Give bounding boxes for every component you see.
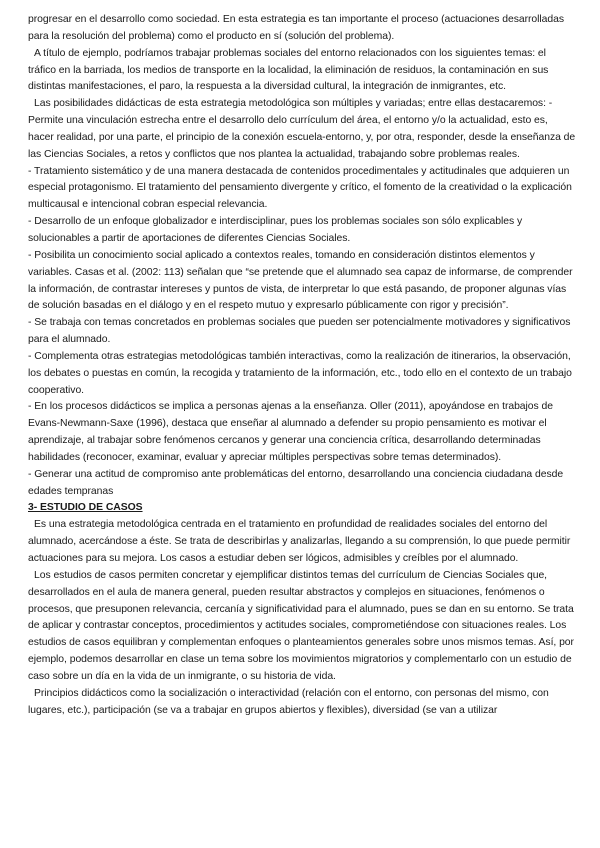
bullet-commitment-attitude: - Generar una actitud de compromiso ante problemáticas del entorno, desarrollando una conciencia ciudadana desde edades tempranas (28, 468, 564, 497)
bullet-systematic-treatment: - Tratamiento sistemático y de una manera destacada de contenidos procedimentales y actitudinales que adquieren un especial protagonismo. El tratamiento del pensamiento divergente y crítico, el fomento de la creatividad o la explicación multicausal e intencional cobran especial relevancia. (28, 165, 572, 211)
bullet-global-approach: - Desarrollo de un enfoque globalizador e interdisciplinar, pues los problemas sociales son sólo explicables y solucionables a partir de aportaciones de diferentes Ciencias Sociales. (28, 216, 523, 244)
paragraph-didactic-possibilities: Las posibilidades didácticas de esta estrategia metodológica son múltiples y variadas; entre ellas destacaremos: - Permite una vinculación estrecha entre el desarrollo delo currículum del área, el entorno y/o la actualidad, esto es, hacer realidad, por una parte, el principio de la conexión escuela-entorno, y, por otra, responder, desde la enseñanza de las Ciencias Sociales, a retos y conflictos que nos plantea la actualidad, trabajando sobre problemas reales. (28, 98, 576, 160)
section-heading: 3- ESTUDIO DE CASOS (28, 502, 143, 514)
paragraph-example-topics: A título de ejemplo, podríamos trabajar problemas sociales del entorno relacionados con los siguientes temas: el tráfico en la barriada, los medios de transporte en la localidad, la eliminación de residuos, la contaminación en sus distintas manifestaciones, el paro, la respuesta a la diversidad cultural, la integración de inmigrantes, etc. (28, 47, 549, 93)
paragraph-didactic-principles: Principios didácticos como la socialización o interactividad (relación con el entorno, con personas del mismo, con lugares, etc.), participación (se va a trabajar en grupos abiertos y flexibles), diversidad (se van a utilizar (28, 687, 549, 716)
bullet-complements-strategies: - Complementa otras estrategias metodológicas también interactivas, como la realización de itinerarios, la observación, los debates o puestas en común, la recogida y tratamiento de la información, etc., todo ello en el contexto de un trabajo cooperativo. (28, 350, 572, 396)
bullet-external-people: - En los procesos didácticos se implica a personas ajenas a la enseñanza. Oller (2011), apoyándose en trabajos de Evans-Newmann-Saxe (1996), destaca que enseñar al alumnado a defender su propio pensamiento es motivar el aprendizaje, al trabajar sobre fenómenos cercanos y generar una conciencia crítica, desarrollando determinadas habilidades (reconocer, examinar, evaluar y apreciar múltiples perspectivas sobre temas determinados). (28, 401, 553, 463)
bullet-concrete-topics: - Se trabaja con temas concretados en problemas sociales que pueden ser potencialmente motivadores y significativos para el alumnado. (28, 317, 571, 346)
document-page (28, 12, 576, 719)
paragraph-case-study-definition: Es una estrategia metodológica centrada en el tratamiento en profundidad de realidades sociales del entorno del alumnado, acercándose a éste. Se trata de describirlas y analizarlas, llegando a su comprensión, lo que puede permitir actuaciones para su mejora. Los casos a estudiar deben ser lógicos, admisibles y creíbles por el alumnado. (28, 519, 571, 564)
paragraph-case-study-benefits: Los estudios de casos permiten concretar y ejemplificar distintos temas del currículum de Ciencias Sociales que, desarrollados en el aula de manera general, pueden resultar abstractos y complejos en situaciones, fenómenos o procesos, que presuponen relevancia, cercanía y significatividad para el alumnado, pues se dan en su entorno. Se trata de aplicar y contrastar conceptos, procedimientos y actitudes sociales, comprometiéndose con situaciones reales. Los estudios de casos equilibran y complementan enfoques o planteamientos generales sobre unos mismos temas. Así, por ejemplo, podemos desarrollar en clase un tema sobre los movimientos migratorios y complementarlo con un estudio de caso sobre un día en la vida de un inmigrante, o su historia de vida. (28, 569, 574, 682)
bullet-applied-knowledge: - Posibilita un conocimiento social aplicado a contextos reales, tomando en consideración distintos elementos y variables. Casas et al. (2002: 113) señalan que “se pretende que el alumnado sea capaz de informarse, de comprender la información, de contrastar intereses y puntos de vista, de interpretar lo que está pasando, de proponer algunas vías de solución basadas en el diálogo y en el respeto mutuo y expresarlo públicamente con rigor y precisión”. (28, 249, 573, 312)
paragraph-problem-process: progresar en el desarrollo como sociedad. En esta estrategia es tan importante el proceso (actuaciones desarrolladas para la resolución del problema) como el producto en sí (solución del problema). (28, 14, 564, 42)
